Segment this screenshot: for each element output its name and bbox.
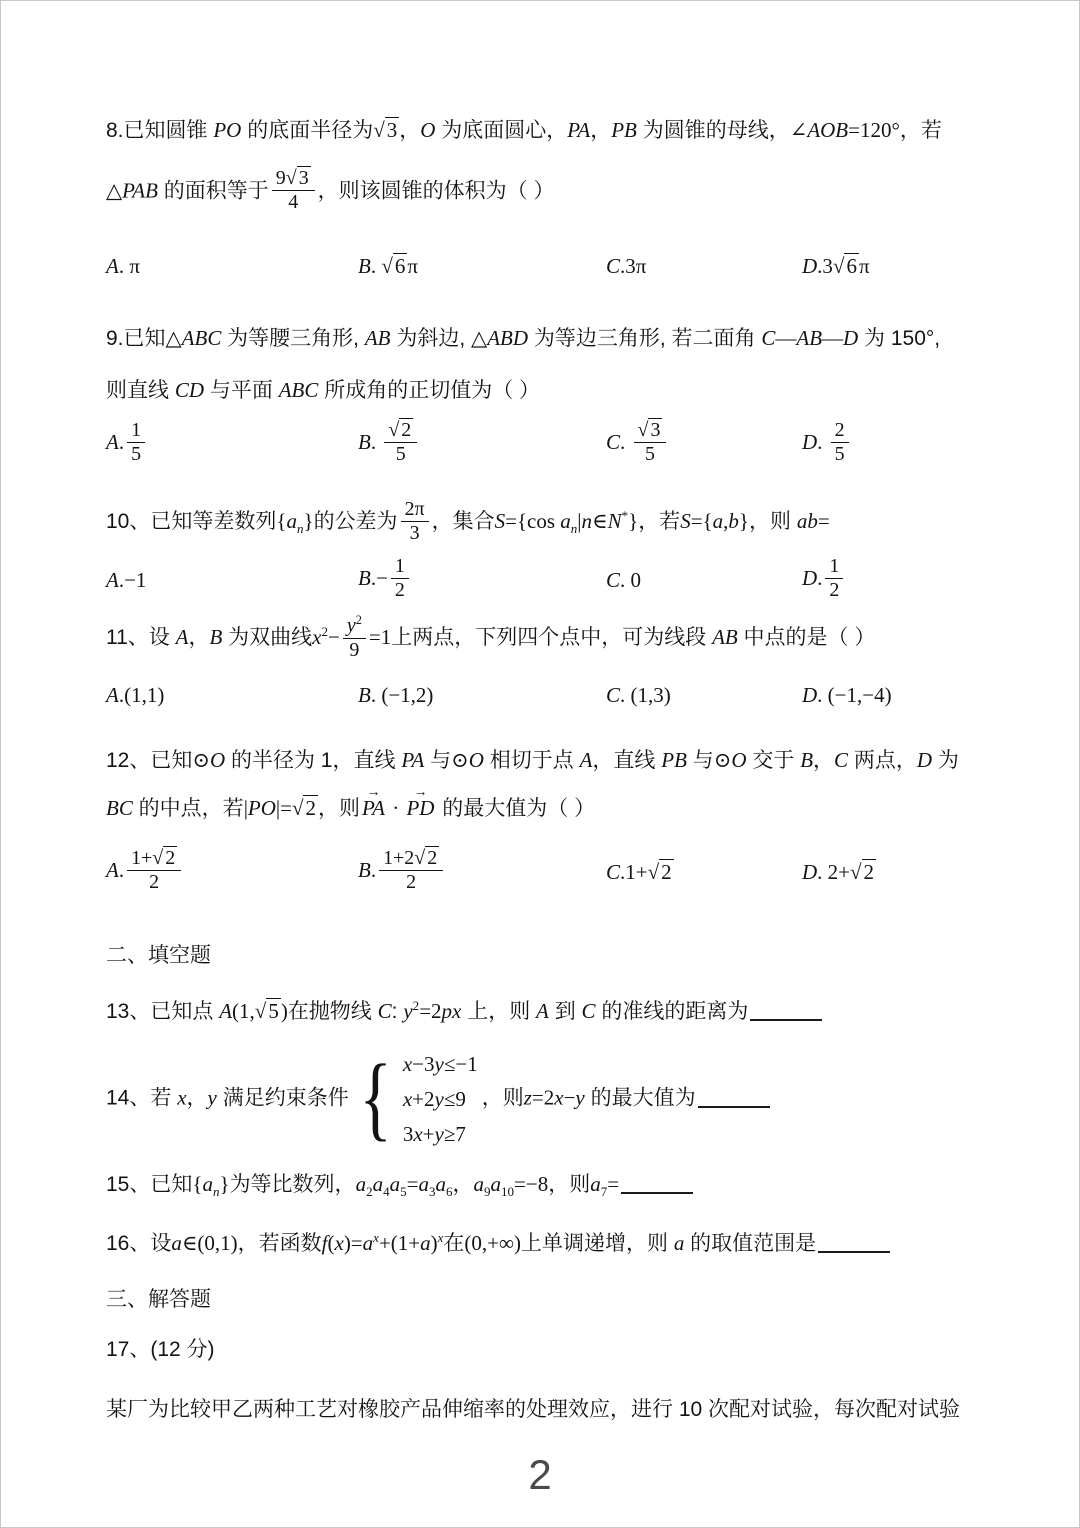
question-11-line-1: 11、设 A，B 为双曲线$x^2-$ $\frac{y^2}{9}$ =1上两点，下列四个点中，可为线段 AB 中点的是（ ） xyxy=(106,613,876,661)
question-8-line-1: 8.已知圆锥 PO 的底面半径为√3，O 为底面圆心，PA，PB 为圆锥的母线，∠AOB=120°，若 xyxy=(106,118,942,142)
question-11-option-d: D. (−1,−4) xyxy=(802,683,892,707)
question-8-options xyxy=(106,254,1026,279)
question-12-option-a: A. $\frac{1+√ 2}{2}$ xyxy=(106,849,358,896)
question-10-options xyxy=(106,557,1026,604)
brace: { xyxy=(359,1046,392,1151)
question-8-option-d: D.3√6π xyxy=(802,254,870,278)
question-14-line-1: 14、若 x，y 满足约束条件 { x−3y≤−1 x+2y≤9 3x+y≥7 ，则z=2x−y 的最大值为 xyxy=(106,1049,1018,1149)
question-8-option-c: C.3π xyxy=(606,254,647,278)
question-11-options xyxy=(106,683,1026,708)
question-15-line-1: 15、已知$\{a_n\}$为等比数列，$a_2a_4a_5=a_3a_6$，$a_9a_{10}=-8$，则$a_7=$ xyxy=(106,1167,1018,1209)
question-12-options xyxy=(106,849,1026,896)
question-11-option-a: A.(1,1) xyxy=(106,683,165,707)
question-10-option-c: C. 0 xyxy=(606,567,642,592)
question-17-line-1: 某厂为比较甲乙两种工艺对橡胶产品伸缩率的处理效应，进行 10 次配对试验，每次配对试验 xyxy=(106,1398,961,1421)
answer-blank xyxy=(818,1231,890,1253)
question-13-line-1: 13、已知点 A(1,√5)在抛物线 C: $y^2=2px$ 上，则 A 到 C 的准线的距离为 xyxy=(106,989,1018,1029)
question-10-option-d: D. $\frac{1}{2}$ xyxy=(802,557,1026,604)
question-10-line-1: 10、已知等差数列$\{a_n\}$的公差为 $\frac{2\pi}{3}$ ，集合S={cos $a_n|n\in N^*$}，若S={a,b}，则 ab= xyxy=(106,497,830,544)
question-9-option-b: B. $\frac{√ 2}{5}$ xyxy=(358,421,606,468)
question-12-line-2: BC 的中点，若|PO|=√2，则PA → · PD → 的最大值为（ ） xyxy=(106,791,1018,826)
question-9-option-a: A. $\frac{1}{5}$ xyxy=(106,421,358,468)
question-10-option-a: A.−1 xyxy=(106,567,147,592)
question-8-line-2: △PAB 的面积等于 $\frac{9√ 3}{4}$ ，则该圆锥的体积为（ ） xyxy=(106,167,555,213)
section-heading-fill-in: 二、填空题 xyxy=(106,944,211,967)
question-17-title: 17、(12 分) xyxy=(106,1338,215,1361)
question-9-option-d: D. $\frac{2}{5}$ xyxy=(802,421,1026,468)
question-9-option-c: C. $\frac{√ 3}{5}$ xyxy=(606,421,802,468)
question-16-line-1: 16、设a∈(0,1)，若函数$f(x)=a^x+(1+a)^x$在(0,+∞)上单调递增，则 a 的取值范围是 xyxy=(106,1221,1018,1261)
question-8-option-a: A. π xyxy=(106,254,140,278)
question-12-option-d: D. 2+√2 xyxy=(802,859,875,884)
question-9-line-2: 则直线 CD 与平面 ABC 所成角的正切值为（ ） xyxy=(106,378,541,402)
question-8-option-b: B. √6π xyxy=(358,254,418,278)
section-heading-answer: 三、解答题 xyxy=(106,1288,211,1311)
question-11-option-b: B. (−1,2) xyxy=(358,683,434,707)
question-12-line-1: 12、已知⊙O 的半径为 1，直线 PA 与⊙O 相切于点 A，直线 PB 与⊙O 交于 B，C 两点，D 为 xyxy=(106,748,959,772)
question-10-option-b: B.− $\frac{1}{2}$ xyxy=(358,557,606,604)
question-9-options xyxy=(106,421,1026,468)
question-12-option-c: C.1+√2 xyxy=(606,859,672,884)
answer-blank xyxy=(621,1172,693,1194)
question-9-line-1: 9.已知△ABC 为等腰三角形, AB 为斜边, △ABD 为等边三角形, 若二面角 C—AB—D 为 150°, xyxy=(106,326,941,350)
constraint-system: { x−3y≤−1 x+2y≤9 3x+y≥7 xyxy=(359,1046,478,1151)
question-11-option-c: C. (1,3) xyxy=(606,683,671,707)
answer-blank xyxy=(698,1086,770,1108)
question-12-option-b: B. $\frac{1+2√ 2}{2}$ xyxy=(358,849,606,896)
answer-blank xyxy=(750,999,822,1021)
page-number: 2 xyxy=(528,1451,552,1498)
